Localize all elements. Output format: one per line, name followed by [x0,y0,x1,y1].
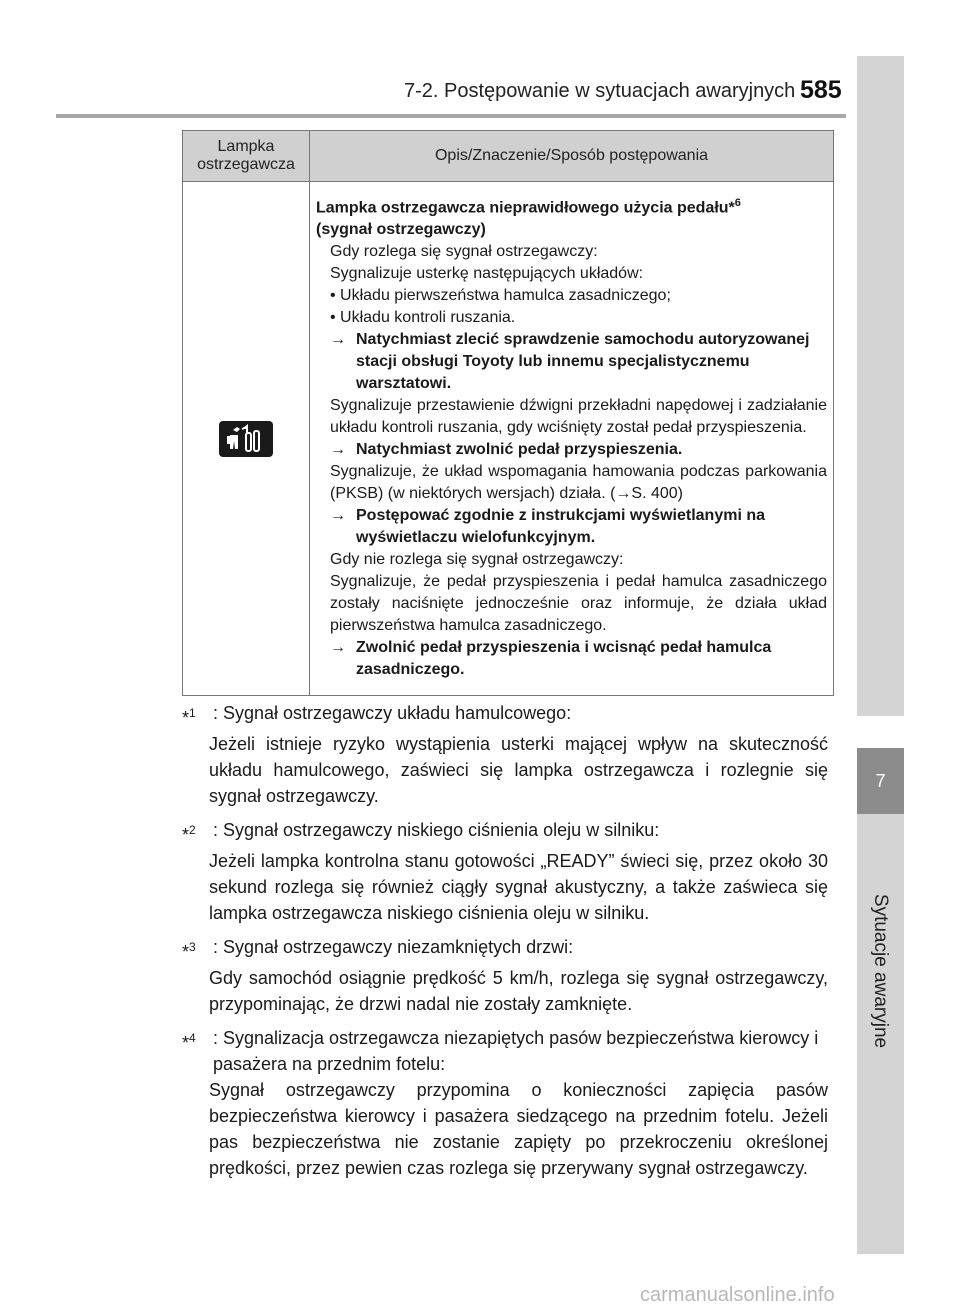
footnote-marker: *$^1$ [182,706,196,728]
footnote-body: Jeżeli istnieje ryzyko wystąpienia usterki mającej wpływ na skuteczność układu hamulcowego, zaświeci się lampka ostrzegawcza i rozlegnie się sygnał ostrzegawczy. [209,734,828,806]
footnote-heading: : Sygnał ostrzegawczy układu hamulcowego: [213,703,572,723]
warning-table [182,130,834,696]
pedal-misuse-warning-icon [219,421,273,457]
column-header-lamp: Lampka ostrzegawcza [183,131,310,182]
section-title: 7-2. Postępowanie w sytuacjach awaryjnych [404,80,796,102]
arrow-icon: → [330,331,346,349]
action-item: → Natychmiast zwolnić pedał przyspieszenia. [316,439,827,461]
table-header-row [183,131,834,182]
description-text: Sygnalizuje, że pedał przyspieszenia i pedał hamulca zasadniczego zostały naciśnięte jednocześnie oraz informuje, że działa układ pierwszeństwa hamulca zasadniczego. [330,573,827,635]
description-text: Sygnalizuje przestawienie dźwigni przekładni napędowej i zadziałanie układu kontroli ruszania, gdy wciśnięty został pedał przyspieszenia. [330,397,827,437]
footnote-body: Jeżeli lampka kontrolna stanu gotowości „READY” świeci się, przez około 30 sekund rozlega się również ciągły sygnał akustyczny, a także zaświeca się lampka ostrzegawcza niskiego ciśnienia oleju w silniku. [209,851,828,923]
footnote [182,700,828,809]
description-cell [310,182,834,696]
footnotes [182,700,828,1189]
side-tab-upper [857,56,904,716]
footnote [182,817,828,926]
column-header-description: Opis/Znaczenie/Sposób postępowania [310,131,834,182]
watermark: carmanualsonline.info [640,1284,835,1306]
footnote-marker: *$^2$ [182,823,196,845]
action-item: → Postępować zgodnie z instrukcjami wyświetlanymi na wyświetlaczu wielofunkcyjnym. [316,505,827,549]
header-divider [56,114,846,118]
action-item: → Zwolnić pedał przyspieszenia i wcisnąć pedał hamulca zasadniczego. [316,637,827,681]
footnote-heading: : Sygnał ostrzegawczy niezamkniętych drzwi: [213,937,574,957]
chapter-number-tab[interactable]: 7 [857,748,904,814]
footnote-marker: *$^4$ [182,1031,196,1053]
bullet-item: • Układu kontroli ruszania. [330,309,516,327]
arrow-icon: → [330,507,346,525]
chapter-label: Sytuacje awaryjne [870,893,891,1049]
page-number: 585 [800,76,842,104]
arrow-icon: → [330,441,346,459]
warning-subtitle: (sygnał ostrzegawczy) [316,221,486,239]
warning-title: Lampka ostrzegawcza nieprawidłowego użycia pedału*$^6$ [316,197,741,217]
footnote-body: Sygnał ostrzegawczy przypomina o konieczności zapięcia pasów bezpieczeństwa kierowcy i pasażera siedzącego na przednim fotelu. Jeżeli pas bezpieczeństwa nie zostanie zapięty po przekroczeniu określonej prędkości, przez pewien czas rozlega się przerywany sygnał ostrzegawczy. [209,1080,828,1178]
footnote [182,934,828,1017]
arrow-icon: → [330,639,346,657]
icon-cell [183,182,310,696]
footnote [182,1025,828,1181]
footnote-body: Gdy samochód osiągnie prędkość 5 km/h, rozlega się sygnał ostrzegawczy, przypominając, że drzwi nadal nie zostały zamknięte. [209,968,828,1014]
table-row [183,182,834,696]
footnote-marker: *$^3$ [182,940,196,962]
footnote-heading: : Sygnał ostrzegawczy niskiego ciśnienia oleju w silniku: [213,820,660,840]
action-item: → Natychmiast zlecić sprawdzenie samochodu autoryzowanej stacji obsługi Toyoty lub innemu specjalistycznemu warsztatowi. [316,329,827,395]
condition-text: Gdy rozlega się sygnał ostrzegawczy: [330,243,598,261]
condition-text: Gdy nie rozlega się sygnał ostrzegawczy: [330,551,624,569]
bullet-item: • Układu pierwszeństwa hamulca zasadniczego; [330,287,671,305]
description-text: Sygnalizuje usterkę następujących układów: [330,265,644,283]
description-text: Sygnalizuje, że układ wspomagania hamowania podczas parkowania (PKSB) (w niektórych wersjach) działa. (→S. 400) [330,463,827,503]
footnote-heading: : Sygnalizacja ostrzegawcza niezapiętych pasów bezpieczeństwa kierowcy i pasażera na przednim fotelu: [213,1028,819,1074]
